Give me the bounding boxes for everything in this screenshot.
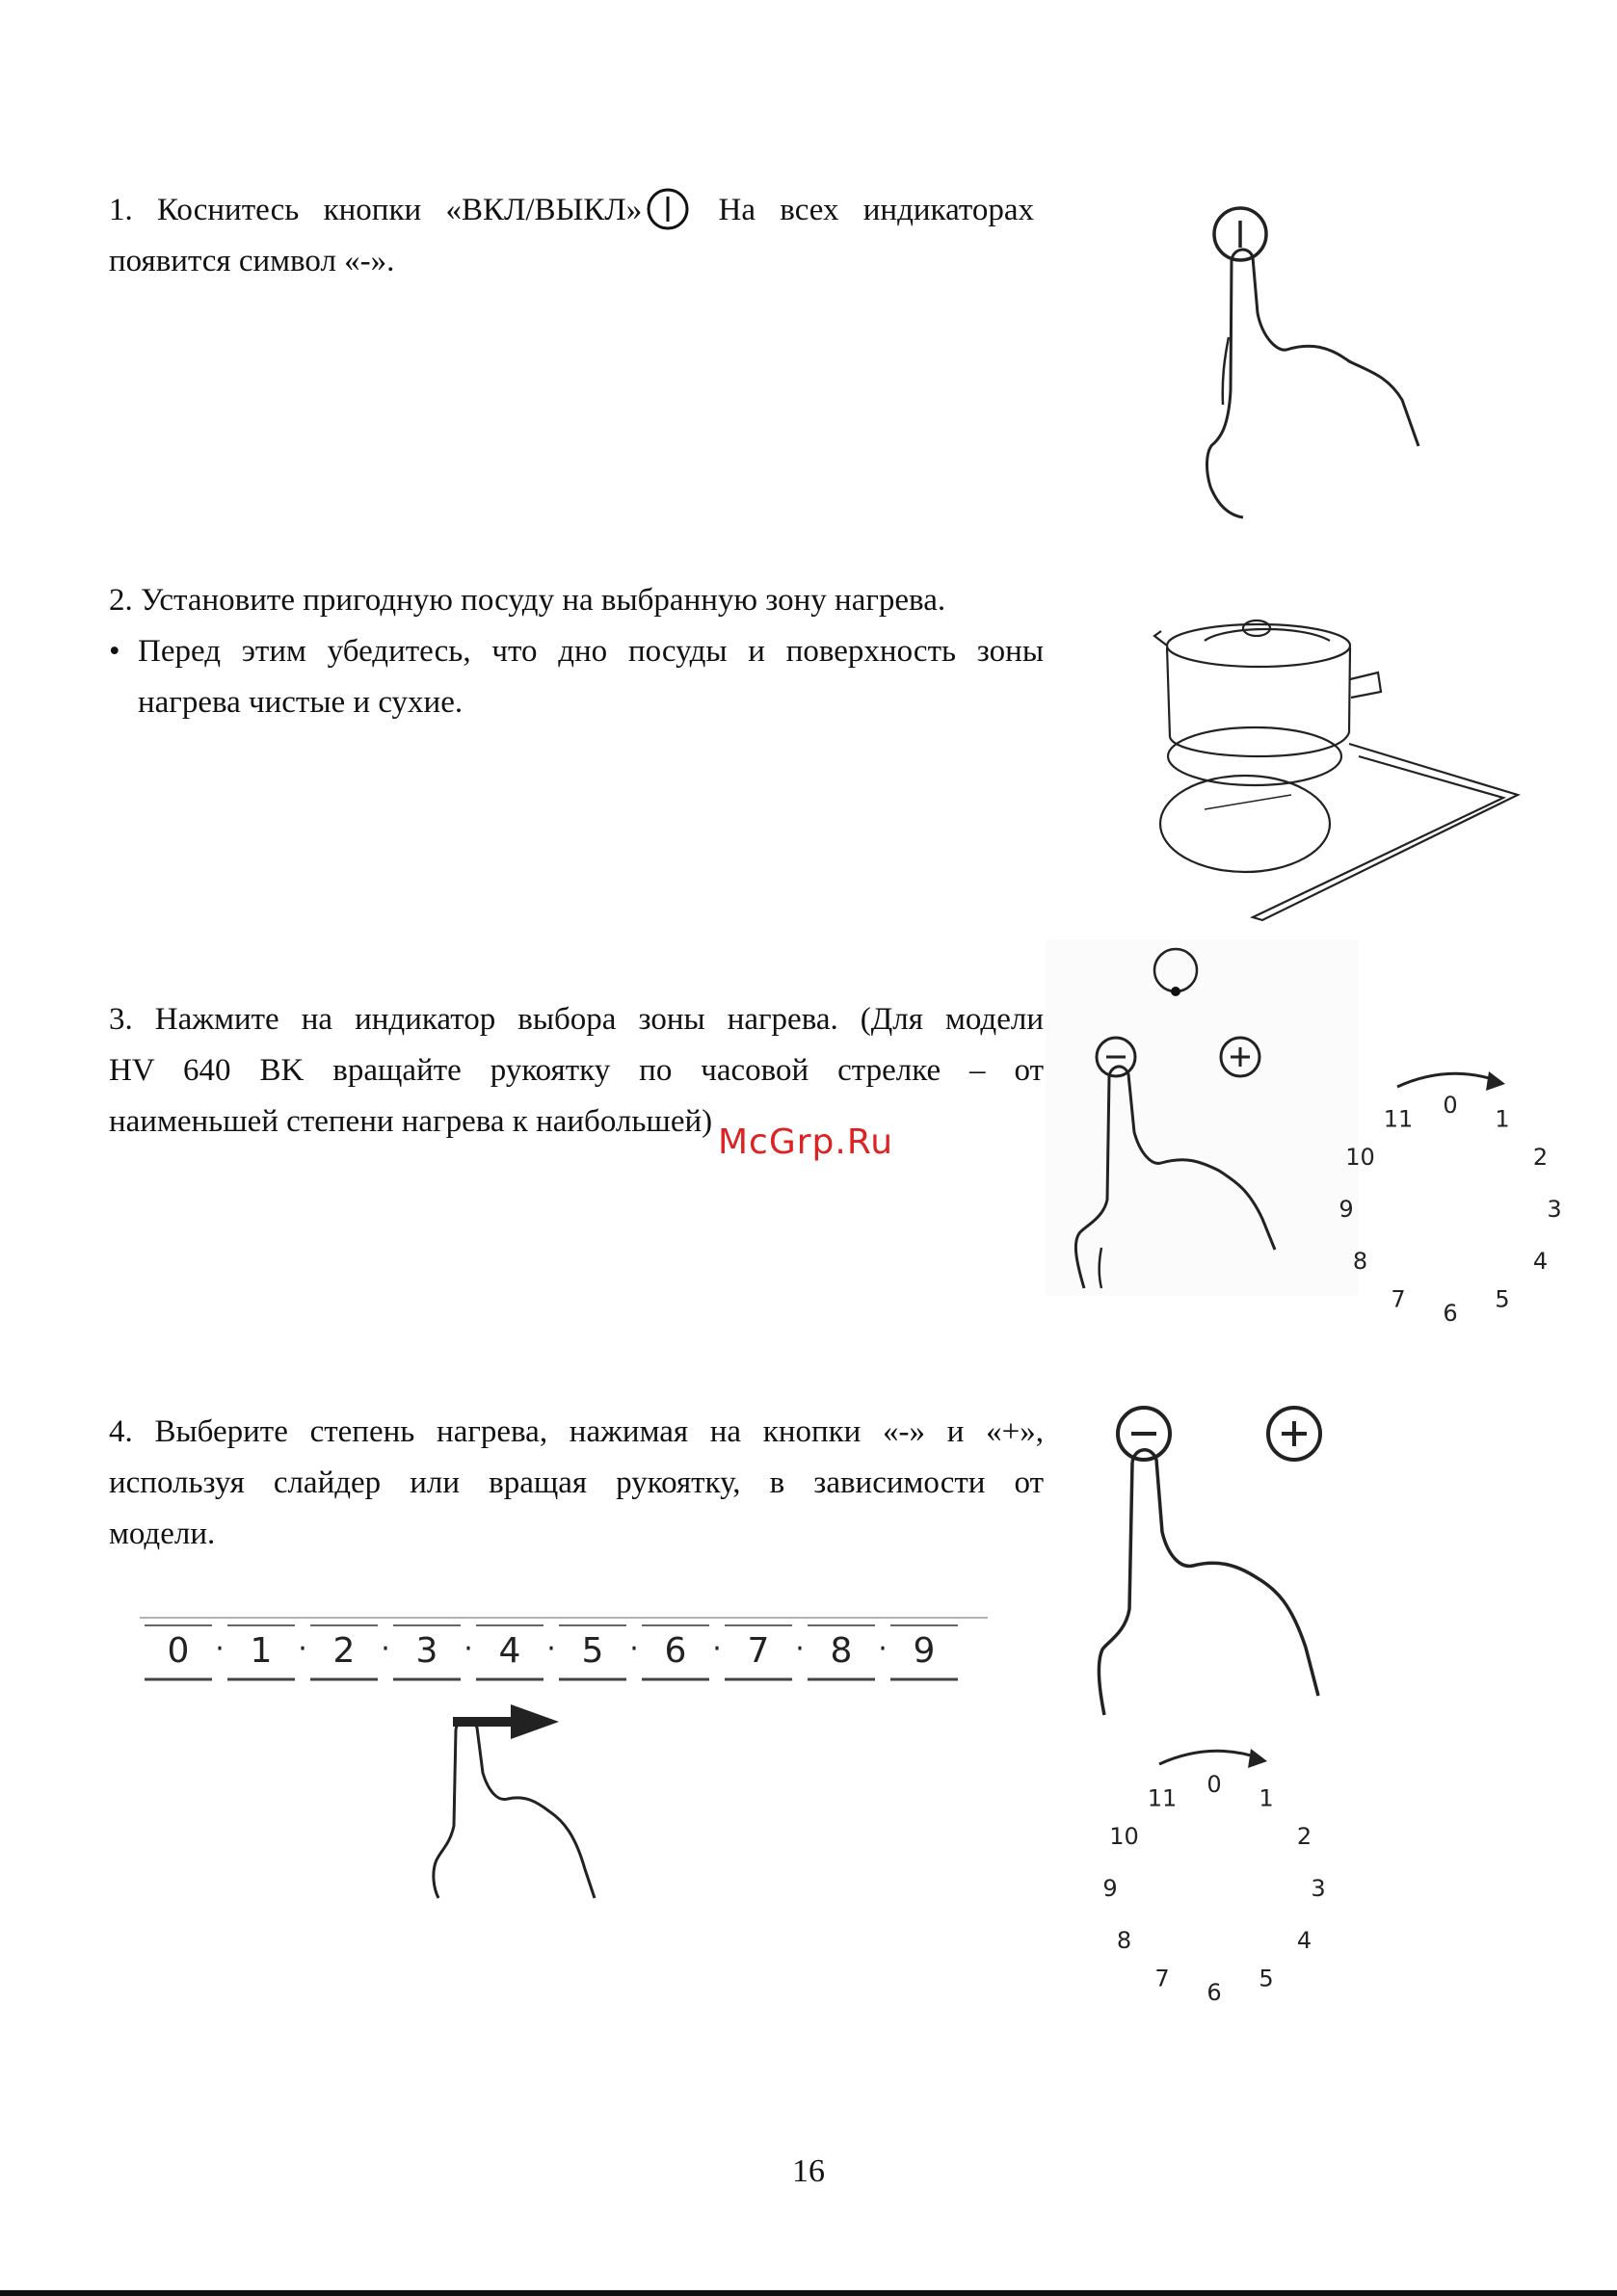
dial-level-10: 10	[1345, 1144, 1375, 1171]
step1-text-after: На всех индикаторах появится символ «-».	[109, 193, 1034, 278]
dial-level-4: 4	[1296, 1927, 1312, 1954]
dial-labels-step4	[1102, 1771, 1325, 2006]
dial-level-11: 11	[1147, 1784, 1178, 1812]
slider-separator: ·	[381, 1632, 390, 1666]
heat-level-slider-illustration	[140, 1604, 997, 1913]
dial-level-5: 5	[1259, 1965, 1274, 1993]
step3-text	[109, 994, 1044, 1148]
slider-level-1[interactable]: 1	[250, 1631, 273, 1671]
bullet-dot: •	[109, 634, 120, 669]
clockwise-arrow-icon	[1397, 1073, 1498, 1087]
dial-level-1: 1	[1495, 1105, 1510, 1133]
slider-separator: ·	[878, 1632, 888, 1666]
step2-bullet	[109, 626, 1044, 728]
slider-level-9[interactable]: 9	[913, 1631, 936, 1671]
watermark: McGrp.Ru	[718, 1122, 894, 1162]
step2-bullet-text: Перед этим убедитесь, что дно посуды и поверхность зоны нагрева чистые и сухие.	[138, 634, 1044, 720]
dial-level-10: 10	[1109, 1823, 1139, 1850]
slider-level-2[interactable]: 2	[332, 1631, 356, 1671]
slider-level-7[interactable]: 7	[747, 1631, 770, 1671]
step3-line2: HV 640 BK вращайте рукоятку по часовой стрелке – от	[109, 1053, 1044, 1088]
dial-level-11: 11	[1383, 1105, 1414, 1133]
dial-level-6: 6	[1206, 1979, 1222, 2006]
slider-separator: ·	[629, 1632, 639, 1666]
step3-line1: 3. Нажмите на индикатор выбора зоны нагрева. (Для модели	[109, 1002, 1044, 1037]
slider-level-5[interactable]: 5	[581, 1631, 604, 1671]
dial-level-8: 8	[1352, 1248, 1368, 1275]
dial-labels-step3	[1339, 1092, 1561, 1327]
clockwise-arrow-icon	[1159, 1751, 1260, 1764]
dial-level-9: 9	[1102, 1875, 1118, 1902]
dial-level-7: 7	[1154, 1965, 1170, 1993]
dial-level-0: 0	[1206, 1771, 1222, 1798]
dial-level-5: 5	[1495, 1285, 1510, 1313]
step4-text	[109, 1407, 1044, 1560]
zone-select-illustration	[1046, 939, 1364, 1296]
slider-separator: ·	[795, 1632, 805, 1666]
step4-line3: модели.	[109, 1517, 216, 1551]
step4-line2: используя слайдер или вращая рукоятку, в зависимости от	[109, 1465, 1044, 1500]
dial-level-2: 2	[1296, 1823, 1312, 1850]
dial-level-8: 8	[1116, 1927, 1132, 1954]
dial-level-3: 3	[1311, 1875, 1326, 1902]
slider-level-0[interactable]: 0	[167, 1631, 190, 1671]
slider-separator: ·	[712, 1632, 722, 1666]
rotary-dial-step3	[1330, 1060, 1571, 1327]
step2-text: 2. Установите пригодную посуду на выбранную зону нагрева.	[109, 583, 946, 618]
step1-text-before: 1. Коснитесь кнопки «ВКЛ/ВЫКЛ»	[109, 193, 643, 227]
slider-level-6[interactable]: 6	[664, 1631, 687, 1671]
page-number: 16	[792, 2153, 825, 2189]
minus-plus-press-illustration	[1089, 1397, 1407, 1725]
slider-level-3[interactable]: 3	[415, 1631, 438, 1671]
dial-level-9: 9	[1339, 1196, 1354, 1223]
power-press-illustration	[1195, 198, 1445, 525]
step3-line3: наименьшей степени нагрева к наибольшей)	[109, 1104, 713, 1139]
dial-level-3: 3	[1547, 1196, 1562, 1223]
power-icon	[646, 187, 690, 231]
step4-line1: 4. Выберите степень нагрева, нажимая на кнопки «-» и «+»,	[109, 1414, 1044, 1449]
pot-on-cooktop-illustration	[1147, 588, 1532, 935]
dial-level-6: 6	[1443, 1300, 1458, 1327]
step1-text	[109, 185, 1034, 287]
slider-separator: ·	[546, 1632, 556, 1666]
slider-separator: ·	[215, 1632, 225, 1666]
dial-level-2: 2	[1532, 1144, 1549, 1171]
slider-separator: ·	[464, 1632, 473, 1666]
slider-level-8[interactable]: 8	[830, 1631, 853, 1671]
slider-separator: ·	[298, 1632, 307, 1666]
dial-level-1: 1	[1259, 1784, 1274, 1812]
bottom-rule	[0, 2290, 1617, 2296]
dial-level-7: 7	[1391, 1285, 1406, 1313]
dial-level-0: 0	[1443, 1092, 1458, 1119]
slider-level-4[interactable]: 4	[498, 1631, 521, 1671]
dial-level-4: 4	[1532, 1248, 1549, 1275]
rotary-dial-step4	[1094, 1739, 1335, 2006]
